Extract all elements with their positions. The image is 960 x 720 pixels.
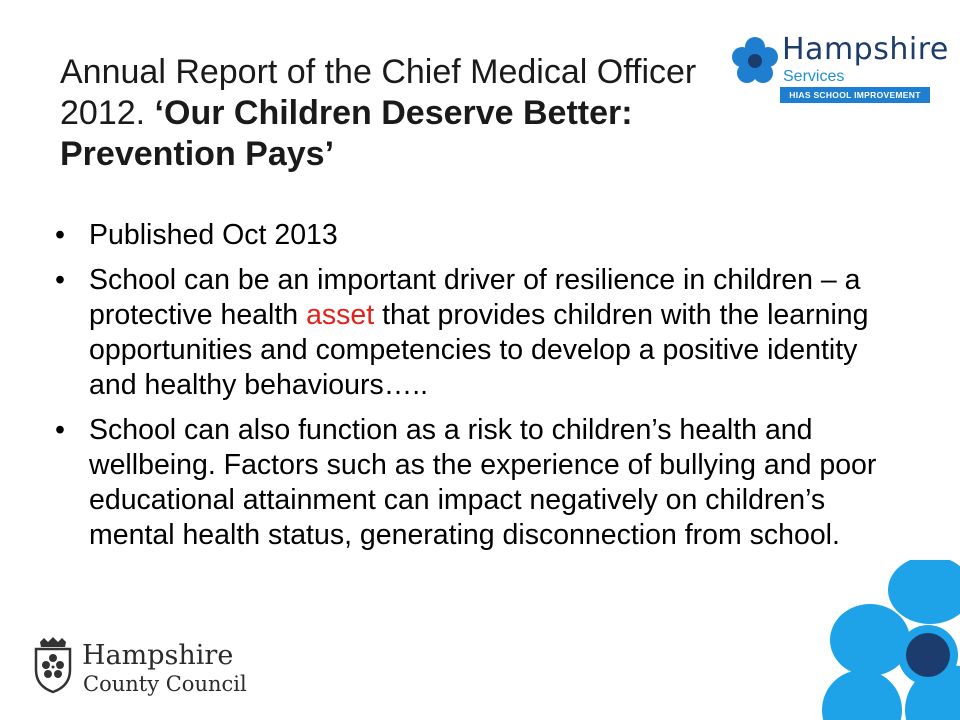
highlight-asset: asset [306, 299, 375, 331]
hampshire-services-name: Hampshire [782, 32, 949, 67]
bullet-text-risk: School can also function as a risk to children’s health and wellbeing. Factors such as the experience of bullying and poor educational attainment can impact negatively on children’s mental health status, generating disconnection from school. [89, 414, 877, 551]
bullet-text-part: School can be an important driver of resilience in children – a protective health [89, 264, 861, 331]
hampshire-services-sub: Services [783, 68, 845, 85]
bullet-list [50, 218, 910, 563]
hampshire-services-logo [730, 30, 949, 106]
flower-icon [730, 36, 780, 86]
hcc-name-line1: Hampshire [82, 640, 234, 671]
bullet-dot: • [55, 414, 65, 446]
corner-flower-icon [800, 560, 960, 720]
title-bold: ‘Our Children Deserve Better: Prevention Pays’ [60, 94, 633, 173]
slide-title [60, 52, 700, 175]
bullet-text-part: that provides children with the learning opportunities and competencies to develop a positive identity and healthy behaviours….. [89, 299, 869, 401]
hampshire-county-council-logo [30, 636, 250, 700]
title-normal: Annual Report of the Chief Medical Officer 2012. [60, 53, 697, 132]
hcc-name-line2: County Council [83, 672, 247, 696]
bullet-item [50, 413, 910, 553]
hias-bar: HIAS SCHOOL IMPROVEMENT [780, 87, 930, 103]
bullet-text-resilience [89, 264, 868, 401]
bullet-dot: • [55, 219, 65, 251]
bullet-dot: • [55, 264, 65, 296]
bullet-item [50, 263, 910, 403]
bullet-text-published: Published Oct 2013 [89, 219, 338, 251]
bullet-item [50, 218, 910, 253]
crest-icon [30, 636, 76, 694]
